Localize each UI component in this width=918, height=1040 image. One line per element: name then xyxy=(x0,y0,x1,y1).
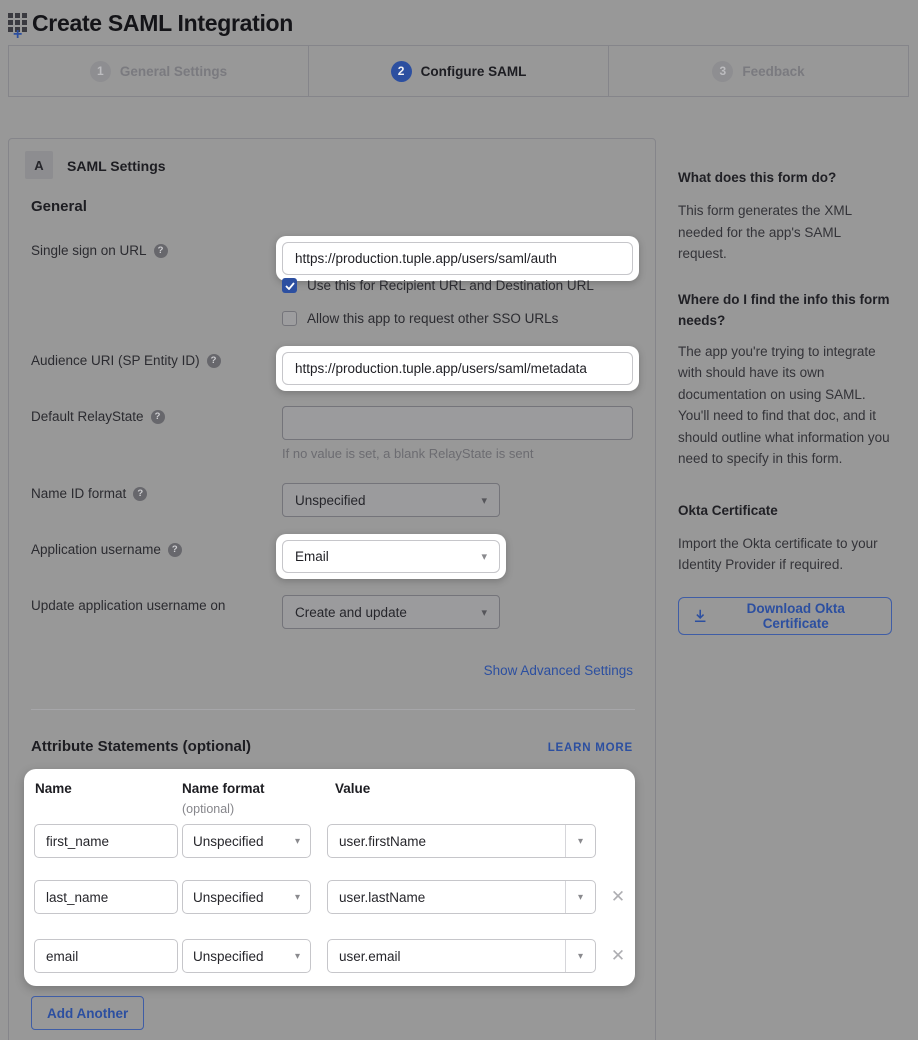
step-feedback[interactable] xyxy=(609,46,908,96)
step-general-settings[interactable] xyxy=(9,46,309,96)
selected-value: Email xyxy=(295,549,329,564)
attribute-row xyxy=(24,939,635,973)
chevron-down-icon: ▾ xyxy=(481,494,487,507)
audience-uri-label xyxy=(31,353,221,368)
help-icon[interactable]: ? xyxy=(207,354,221,368)
attribute-name-input[interactable] xyxy=(34,824,178,858)
step-label: Feedback xyxy=(742,63,805,79)
relay-state-input[interactable] xyxy=(282,406,633,440)
application-username-select[interactable] xyxy=(282,540,500,573)
chevron-down-icon[interactable]: ▾ xyxy=(565,825,595,857)
sidebar-text-what: This form generates the XML needed for the app's SAML request. xyxy=(678,203,852,261)
label-text: Default RelayState xyxy=(31,409,144,424)
section-title: SAML Settings xyxy=(67,158,166,174)
section-divider xyxy=(31,709,635,710)
attribute-statements-heading: Attribute Statements (optional) xyxy=(31,738,251,755)
page-title: Create SAML Integration xyxy=(32,9,294,36)
step-number: 3 xyxy=(712,61,733,82)
audience-uri-input[interactable] xyxy=(282,352,633,385)
relay-state-hint: If no value is set, a blank RelayState is sent xyxy=(282,446,534,461)
learn-more-link[interactable]: LEARN MORE xyxy=(547,742,633,754)
column-header-format-note: (optional) xyxy=(182,802,235,816)
attribute-name-input[interactable] xyxy=(34,880,178,914)
attribute-format-select[interactable] xyxy=(182,880,311,914)
step-label: General Settings xyxy=(119,63,228,79)
attribute-value-combobox[interactable] xyxy=(327,880,596,914)
sidebar-heading-where: Where do I find the info this form needs? xyxy=(678,291,890,328)
help-icon[interactable]: ? xyxy=(133,487,147,501)
sso-url-input[interactable] xyxy=(282,242,633,275)
value-text: user.firstName xyxy=(339,833,427,849)
checkbox-unchecked-icon[interactable] xyxy=(282,311,297,326)
step-number: 2 xyxy=(391,61,412,82)
relay-state-label xyxy=(31,409,165,424)
help-icon[interactable]: ? xyxy=(154,244,168,258)
sidebar-heading-certificate: Okta Certificate xyxy=(678,502,778,518)
section-letter-badge: A xyxy=(25,151,53,179)
selected-value: Unspecified xyxy=(193,948,264,964)
remove-row-icon[interactable]: ✕ xyxy=(608,946,628,966)
selected-value: Unspecified xyxy=(295,492,366,508)
name-id-format-label xyxy=(31,486,147,501)
application-username-highlight xyxy=(276,534,506,579)
label-text: Single sign on URL xyxy=(31,243,147,258)
sso-url-label xyxy=(31,243,168,258)
chevron-down-icon: ▾ xyxy=(481,551,487,563)
remove-row-icon[interactable]: ✕ xyxy=(608,887,628,907)
name-id-format-select[interactable] xyxy=(282,483,500,517)
label-text: Name ID format xyxy=(31,486,127,501)
update-username-select[interactable] xyxy=(282,595,500,629)
label-text: Audience URI (SP Entity ID) xyxy=(31,353,200,368)
attribute-format-select[interactable] xyxy=(182,824,311,858)
sso-url-highlight xyxy=(276,236,639,281)
chevron-down-icon: ▾ xyxy=(294,950,300,962)
attribute-row xyxy=(24,880,635,914)
recipient-url-checkbox-row[interactable] xyxy=(282,278,594,293)
chevron-down-icon: ▾ xyxy=(481,606,487,619)
step-configure-saml[interactable] xyxy=(309,46,609,96)
help-sidebar xyxy=(678,167,892,635)
sidebar-text-where: The app you're trying to integrate with should have its own documentation on using SAML. You'll need to find that doc, and it should outline what information you need to specify in this form. xyxy=(678,343,890,466)
chevron-down-icon[interactable]: ▾ xyxy=(565,881,595,913)
attribute-row xyxy=(24,824,635,858)
help-icon[interactable]: ? xyxy=(151,410,165,424)
help-icon[interactable]: ? xyxy=(168,543,182,557)
plus-icon: + xyxy=(13,25,23,43)
chevron-down-icon: ▾ xyxy=(294,891,300,903)
chevron-down-icon[interactable]: ▾ xyxy=(565,940,595,972)
attribute-value-combobox[interactable] xyxy=(327,824,596,858)
value-text: user.lastName xyxy=(339,889,426,905)
attribute-statements-highlight xyxy=(24,769,635,986)
update-username-label xyxy=(31,598,225,613)
button-label: Download Okta Certificate xyxy=(746,600,845,631)
saml-settings-panel xyxy=(8,138,656,1040)
column-header-format: Name format xyxy=(182,781,265,796)
selected-value: Create and update xyxy=(295,604,407,620)
audience-uri-highlight xyxy=(276,346,639,391)
download-okta-certificate-button[interactable] xyxy=(678,597,892,635)
value-text: user.email xyxy=(339,948,401,964)
label-text: Application username xyxy=(31,542,161,557)
show-advanced-settings-link[interactable]: Show Advanced Settings xyxy=(483,663,633,678)
checkbox-checked-icon[interactable] xyxy=(282,278,297,293)
wizard-steps xyxy=(8,45,909,97)
download-icon xyxy=(694,609,706,623)
column-header-name: Name xyxy=(35,781,72,796)
attribute-value-combobox[interactable] xyxy=(327,939,596,973)
other-sso-checkbox-row[interactable] xyxy=(282,311,558,326)
add-another-button[interactable]: Add Another xyxy=(31,996,144,1030)
step-number: 1 xyxy=(90,61,111,82)
sidebar-heading-what: What does this form do? xyxy=(678,170,837,185)
page-header xyxy=(8,6,294,43)
application-username-label xyxy=(31,542,182,557)
step-label: Configure SAML xyxy=(420,63,527,79)
general-heading: General xyxy=(31,198,87,215)
checkbox-label: Use this for Recipient URL and Destination URL xyxy=(307,278,594,293)
add-application-icon xyxy=(8,13,29,43)
column-header-value: Value xyxy=(335,781,371,796)
attribute-name-input[interactable] xyxy=(34,939,178,973)
selected-value: Unspecified xyxy=(193,833,264,849)
attribute-format-select[interactable] xyxy=(182,939,311,973)
label-text: Update application username on xyxy=(31,598,226,613)
chevron-down-icon: ▾ xyxy=(294,835,300,847)
selected-value: Unspecified xyxy=(193,889,264,905)
checkbox-label: Allow this app to request other SSO URLs xyxy=(307,311,559,326)
sidebar-text-certificate: Import the Okta certificate to your Identity Provider if required. xyxy=(678,535,878,572)
